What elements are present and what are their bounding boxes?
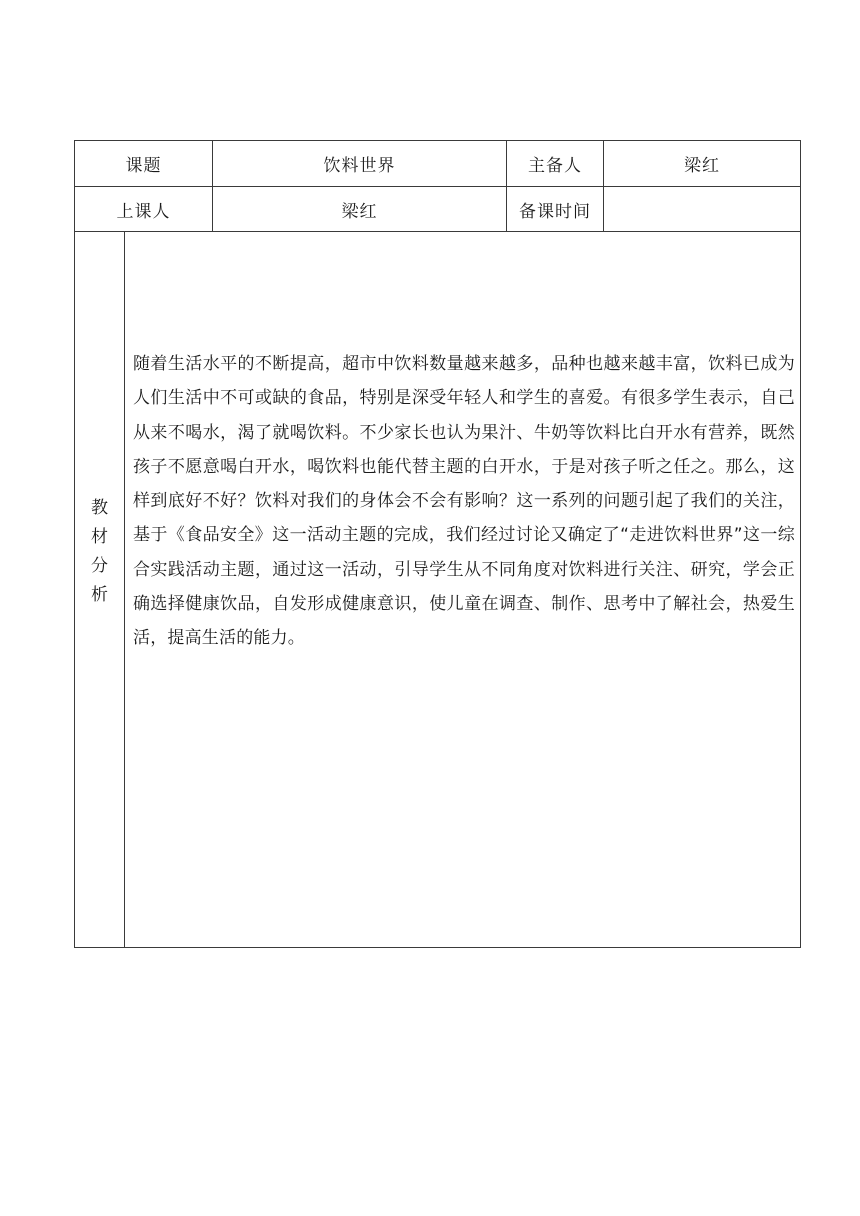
prep-time-value	[604, 187, 800, 231]
analysis-text: 随着生活水平的不断提高，超市中饮料数量越来越多，品种也越来越丰富，饮料已成为人们生活中不可或缺的食品，特别是深受年轻人和学生的喜爱。有很多学生表示，自己从来不喝水，渴了就喝饮料。不少家长也认为果汁、牛奶等饮料比白开水有营养，既然孩子不愿意喝白开水，喝饮料也能代替主题的白开水，于是对孩子听之任之。那么，这样到底好不好？饮料对我们的身体会不会有影响？这一系列的问题引起了我们的关注，基于《食品安全》这一活动主题的完成，我们经过讨论又确定了“走进饮料世界”这一综合实践活动主题，通过这一活动，引导学生从不同角度对饮料进行关注、研究，学会正确选择健康饮品，自发形成健康意识，使儿童在调查、制作、思考中了解社会，热爱生活，提高生活的能力。	[133, 354, 795, 649]
analysis-label-char: 析	[91, 585, 108, 605]
table-border-right	[800, 140, 801, 948]
analysis-label-char: 分	[91, 556, 108, 576]
table-row-divider-2	[74, 231, 801, 232]
analysis-label-char: 材	[91, 527, 108, 547]
topic-label: 课题	[125, 156, 162, 176]
lead-preparer-value: 梁红	[684, 156, 720, 176]
teacher-value: 梁红	[341, 201, 378, 222]
lead-preparer-label: 主备人	[528, 156, 582, 176]
analysis-label-divider	[124, 231, 125, 948]
analysis-label-char: 教	[91, 498, 108, 518]
topic-value: 饮料世界	[323, 156, 396, 176]
analysis-label	[75, 494, 124, 610]
prep-time-label: 备课时间	[519, 201, 591, 222]
teacher-label: 上课人	[116, 201, 171, 222]
table-border-bottom	[74, 947, 801, 948]
